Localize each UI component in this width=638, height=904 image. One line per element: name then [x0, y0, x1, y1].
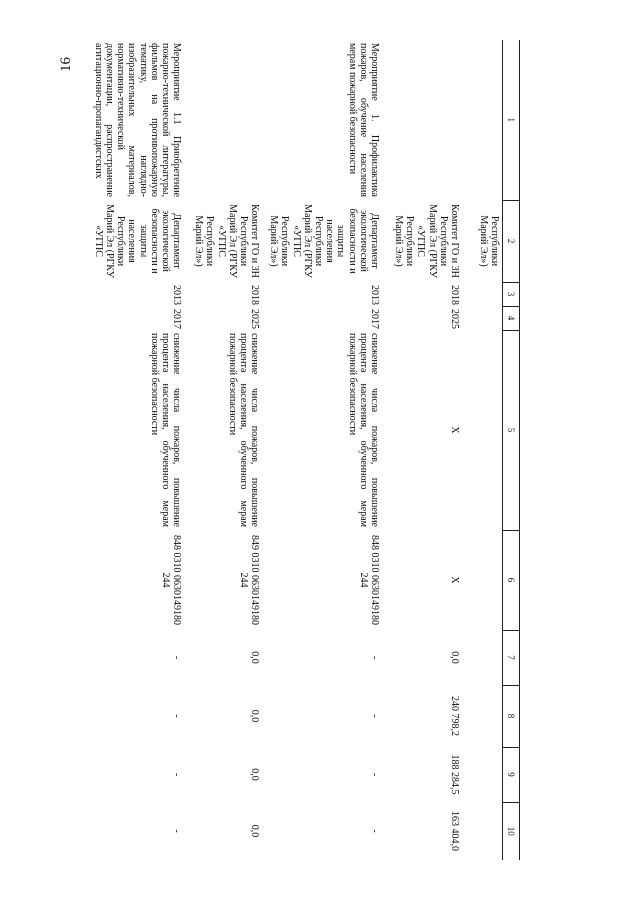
expected-result-cell: Х — [449, 426, 460, 434]
expected-result-cell: снижение числа пожаров, повышение процента населения, обученного мерам пожарной безопасности — [226, 333, 261, 527]
end-year-cell: 2017 — [171, 309, 183, 329]
value-col10-cell: - — [171, 829, 183, 833]
table-row — [382, 40, 462, 860]
table-row — [46, 40, 184, 860]
budget-code-cell — [462, 530, 503, 630]
value-col10-cell: - — [369, 829, 380, 833]
value-col7-cell: - — [171, 655, 183, 660]
value-col9-cell: 0,0 — [249, 768, 261, 781]
table-row — [462, 40, 503, 860]
value-col9-cell: - — [171, 772, 183, 777]
event-name-cell — [184, 40, 262, 200]
value-col9-cell — [462, 747, 503, 802]
executor-cell: Комитет ГО и ЗН Республики Марий Эл (РГКУ «УГПС Республики Марий Эл») — [193, 204, 261, 278]
column-header: 3 — [503, 282, 520, 306]
value-col8-cell: 240 798,2 — [449, 696, 460, 736]
program-table — [46, 40, 520, 860]
expected-result-cell: снижение числа пожаров, повышение процента населения, обученного мерам пожарной безопасности — [346, 333, 380, 527]
executor-cell: Республики Марий Эл») — [477, 215, 500, 267]
event-name-cell — [382, 40, 462, 200]
executor-cell: Департамент экологической безопасности и защиты населения Республики Марий Эл (РГКУ «УГПС Республики Марий Эл») — [268, 204, 380, 278]
budget-code-cell: 848 0310 0630149180 244 — [159, 535, 183, 625]
value-col7-cell: - — [369, 655, 380, 660]
value-col8-cell — [462, 685, 503, 747]
column-header: 9 — [503, 747, 520, 802]
event-name-cell: Мероприятие 1. Профилактика пожаров, обучение населения мерам пожарной безопасности — [346, 43, 380, 197]
page-number: 16 — [58, 57, 74, 72]
column-header: 6 — [503, 530, 520, 630]
value-col9-cell: - — [369, 772, 380, 777]
event-name-cell — [462, 40, 503, 200]
column-header: 5 — [503, 330, 520, 530]
column-header: 4 — [503, 306, 520, 330]
end-year-cell: 2017 — [369, 309, 380, 329]
expected-result-cell — [462, 330, 503, 530]
program-table-rotated — [46, 40, 520, 860]
expected-result-cell: снижение числа пожаров, повышение процента населения, обученного мерам пожарной безопасности — [148, 333, 183, 527]
budget-code-cell: 849 0310 0630149180 244 — [237, 535, 261, 625]
budget-code-cell: Х — [449, 576, 460, 584]
value-col7-cell: 0,0 — [449, 651, 460, 664]
value-col7-cell — [462, 630, 503, 685]
executor-cell: Департамент экологической безопасности и защиты населения Республики Марий Эл (РГКУ «УГПС — [92, 204, 183, 278]
column-header: 10 — [503, 802, 520, 860]
value-col8-cell: - — [171, 714, 183, 718]
table-row — [184, 40, 262, 860]
start-year-cell — [462, 282, 503, 306]
value-col8-cell: 0,0 — [249, 709, 261, 723]
table-header — [503, 40, 520, 860]
value-col10-cell: 163 404,0 — [449, 811, 460, 851]
column-header: 7 — [503, 630, 520, 685]
value-col9-cell: 188 284,5 — [449, 754, 460, 795]
table-row — [262, 40, 382, 860]
end-year-cell: 2025 — [249, 309, 261, 329]
value-col10-cell: 0,0 — [249, 824, 261, 838]
end-year-cell: 2025 — [449, 309, 460, 329]
start-year-cell: 2013 — [369, 285, 380, 305]
budget-code-cell: 848 0310 0630149180 244 — [357, 535, 380, 625]
column-header: 1 — [503, 40, 520, 200]
end-year-cell — [462, 306, 503, 330]
start-year-cell: 2018 — [449, 285, 460, 305]
value-col10-cell — [462, 802, 503, 860]
executor-cell: Комитет ГО и ЗН Республики Марий Эл (РГКУ «УГПС Республики Марий Эл») — [393, 204, 460, 278]
value-col7-cell: 0,0 — [249, 651, 261, 664]
start-year-cell: 2013 — [171, 285, 183, 305]
column-header: 8 — [503, 685, 520, 747]
column-header: 2 — [503, 200, 520, 282]
value-col8-cell: - — [369, 714, 380, 718]
event-name-cell: Мероприятие 1.1 Приобретение пожарно-технической литературы, фильмов на противопожарную тематику, наглядно-изобразительных материалов, нормативно-технической документации, распространение агитационно-пропагандистских — [92, 43, 183, 197]
start-year-cell: 2018 — [249, 285, 261, 305]
